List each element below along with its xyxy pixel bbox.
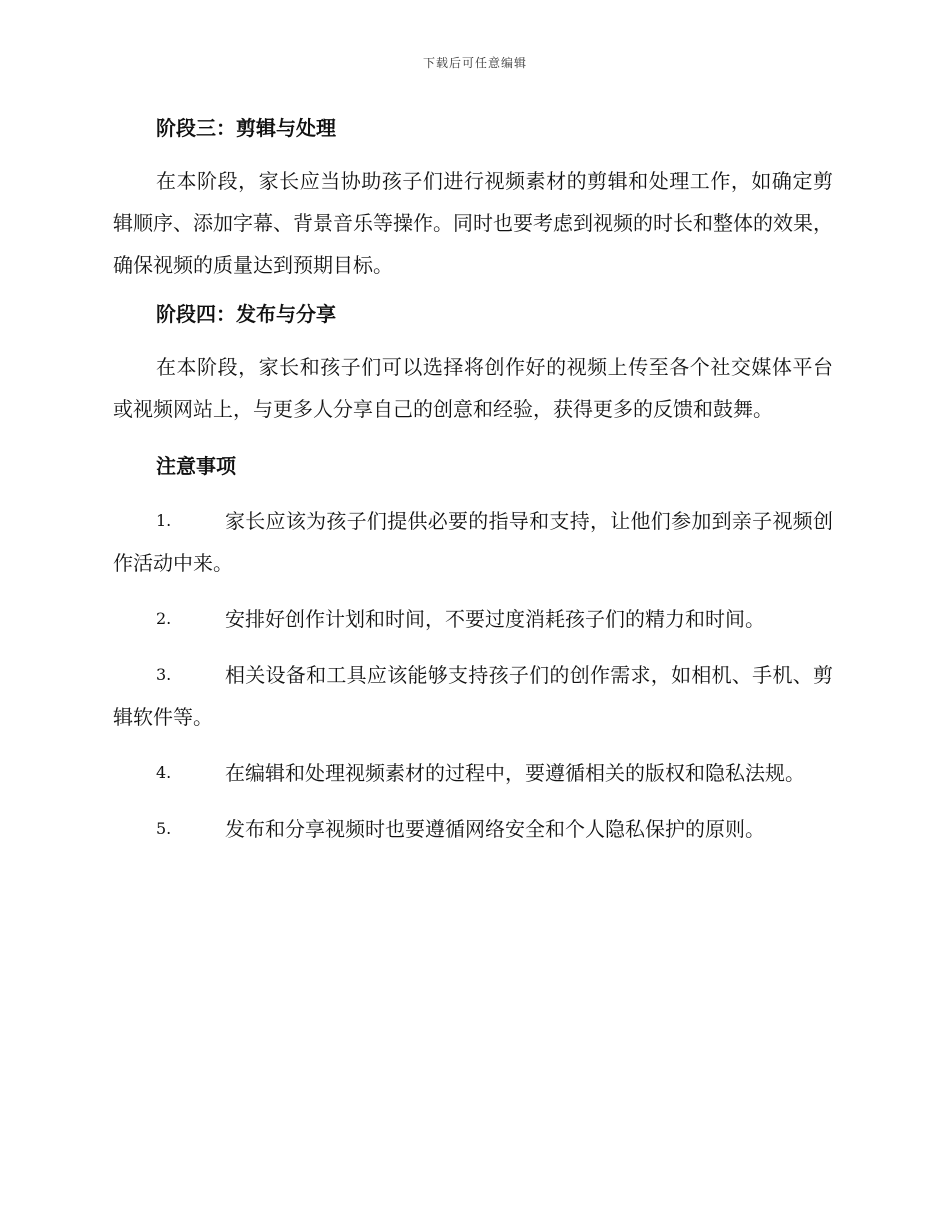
list-item-text: 发布和分享视频时也要遵循网络安全和个人隐私保护的原则。 [225, 817, 765, 841]
list-item [113, 808, 833, 850]
list-item-number: 1. [156, 511, 172, 530]
list-item-number: 5. [156, 819, 172, 838]
list-item-number: 3. [156, 665, 172, 684]
list-item-text: 家长应该为孩子们提供必要的指导和支持，让他们参加到亲子视频创作活动中来。 [113, 509, 833, 575]
list-item-number: 2. [156, 609, 172, 628]
list-item-text: 在编辑和处理视频素材的过程中，要遵循相关的版权和隐私法规。 [225, 761, 805, 785]
list-item [113, 654, 833, 738]
list-item-text: 相关设备和工具应该能够支持孩子们的创作需求，如相机、手机、剪辑软件等。 [113, 663, 833, 729]
document-body [113, 108, 833, 850]
section-paragraph-stage-four: 在本阶段，家长和孩子们可以选择将创作好的视频上传至各个社交媒体平台或视频网站上，与更多人分享自己的创意和经验，获得更多的反馈和鼓舞。 [113, 355, 833, 421]
section-heading-stage-four: 阶段四：发布与分享 [156, 302, 336, 326]
list-item-number: 4. [156, 763, 172, 782]
section-heading-stage-three: 阶段三：剪辑与处理 [156, 116, 336, 140]
page-header: 下载后可任意编辑 [422, 56, 527, 70]
notes-heading: 注意事项 [156, 454, 236, 478]
list-item [113, 752, 833, 794]
list-item-text: 安排好创作计划和时间，不要过度消耗孩子们的精力和时间。 [225, 607, 765, 631]
section-paragraph-stage-three: 在本阶段，家长应当协助孩子们进行视频素材的剪辑和处理工作，如确定剪辑顺序、添加字幕、背景音乐等操作。同时也要考虑到视频的时长和整体的效果，确保视频的质量达到预期目标。 [113, 169, 833, 277]
list-item [113, 598, 833, 640]
list-item [113, 500, 833, 584]
